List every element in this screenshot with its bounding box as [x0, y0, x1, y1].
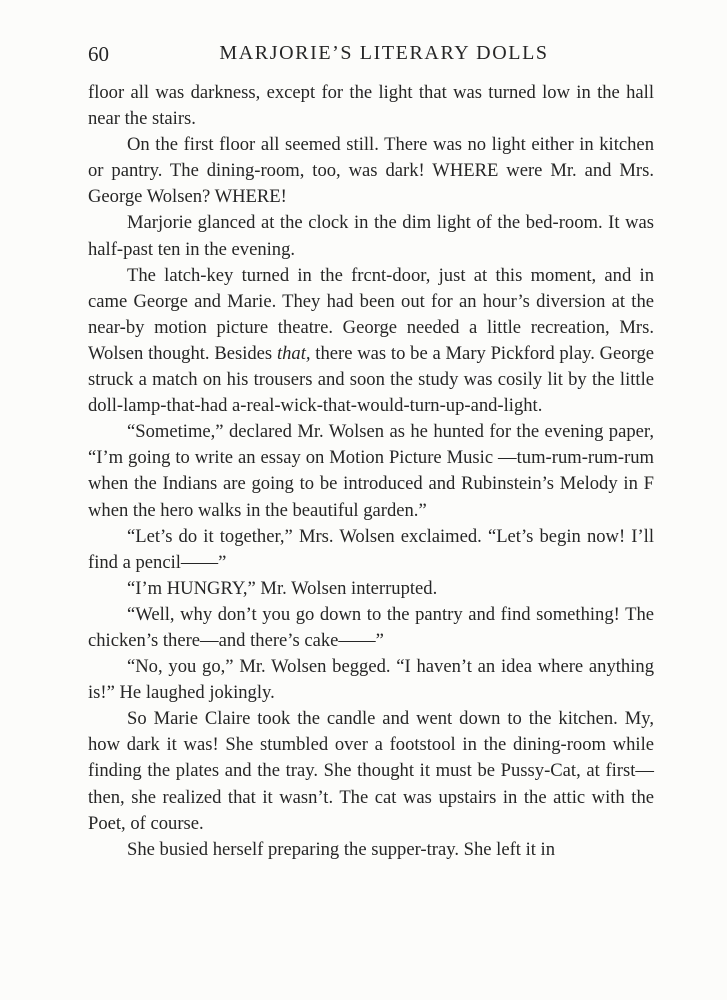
- paragraph-text: The latch-key turned in the frcnt-door, just at this moment, and in came George and Marie. They had been out for an hour’s diversion at the near-by motion picture theatre. George needed a little recreation, Mrs. Wolsen thought. Besides: [88, 264, 654, 364]
- paragraph: “Sometime,” declared Mr. Wolsen as he hunted for the evening paper, “I’m going to write an essay on Motion Picture Music —tum-rum-rum-rum when the Indians are going to be introduced and Rubinstein’s Melody in F when the hero walks in the beautiful garden.”: [88, 421, 654, 521]
- paragraph: “I’m HUNGRY,” Mr. Wolsen interrupted.: [127, 577, 438, 599]
- paragraph: Marjorie glanced at the clock in the dim light of the bed-room. It was half-past ten in the evening.: [88, 212, 654, 260]
- paragraph: “Let’s do it together,” Mrs. Wolsen exclaimed. “Let’s begin now! I’ll find a pencil——”: [88, 525, 654, 573]
- emphasized-word: that,: [276, 342, 311, 364]
- paragraph: [88, 263, 654, 420]
- paragraph: She busied herself preparing the supper-tray. She left it in: [127, 838, 556, 860]
- paragraph: On the first floor all seemed still. There was no light either in kitchen or pantry. The dining-room, too, was dark! WHERE were Mr. and Mrs. George Wolsen? WHERE!: [88, 134, 654, 208]
- paragraph: So Marie Claire took the candle and went down to the kitchen. My, how dark it was! She stumbled over a footstool in the dining-room while finding the plates and the tray. She thought it must be Pussy-Cat, at first—then, she realized that it wasn’t. The cat was upstairs in the attic with the Poet, of course.: [88, 708, 654, 834]
- page-header: [88, 42, 654, 70]
- running-title: MARJORIE’S LITERARY DOLLS: [219, 42, 549, 64]
- paragraph: “No, you go,” Mr. Wolsen begged. “I haven’t an idea where anything is!” He laughed jokingly.: [88, 656, 654, 704]
- page-number: 60: [88, 42, 109, 66]
- body-text: [88, 80, 654, 863]
- paragraph: “Well, why don’t you go down to the pantry and find something! The chicken’s there—and there’s cake——”: [88, 603, 654, 651]
- paragraph-text: there was to be a Mary Pickford play. George struck a match on his trousers and soon the study was cosily lit by the little doll-lamp-that-had a-real-wick-that-would-turn-up-and-light.: [88, 342, 655, 417]
- paragraph: floor all was darkness, except for the light that was turned low in the hall near the stairs.: [88, 82, 654, 130]
